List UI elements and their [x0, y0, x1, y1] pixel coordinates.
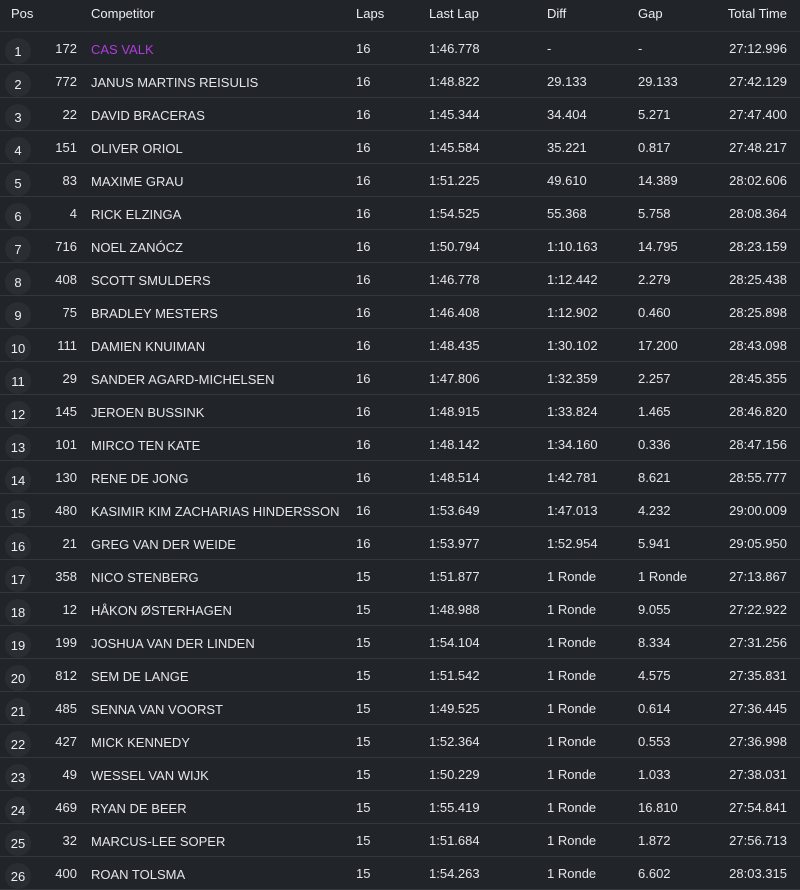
gap-value: 8.334 [638, 634, 671, 650]
total-time-value: 28:25.438 [729, 271, 787, 287]
start-number: 29 [62, 370, 77, 386]
last-lap-value: 1:51.877 [429, 568, 480, 584]
laps-value: 16 [356, 304, 371, 320]
gap-value: - [638, 40, 643, 56]
start-number: 400 [55, 865, 77, 881]
header-gap[interactable]: Gap [638, 6, 663, 21]
position-badge: 5 [5, 170, 31, 196]
diff-value: 1:34.160 [547, 436, 598, 452]
table-row[interactable] [0, 494, 800, 527]
gap-value: 16.810 [638, 799, 678, 815]
competitor-name: WESSEL VAN WIJK [91, 767, 209, 783]
competitor-name: RYAN DE BEER [91, 800, 187, 816]
gap-value: 0.817 [638, 139, 671, 155]
table-row[interactable] [0, 428, 800, 461]
start-number: 4 [69, 205, 77, 221]
position-badge: 21 [5, 698, 31, 724]
diff-value: 1:33.824 [547, 403, 598, 419]
table-row[interactable] [0, 32, 800, 65]
competitor-name: CAS VALK [91, 41, 154, 57]
total-time-value: 28:43.098 [729, 337, 787, 353]
gap-value: 5.271 [638, 106, 671, 122]
table-row[interactable] [0, 131, 800, 164]
table-row[interactable] [0, 527, 800, 560]
position-badge: 10 [5, 335, 31, 361]
laps-value: 16 [356, 370, 371, 386]
header-last-lap[interactable]: Last Lap [429, 6, 479, 21]
header-laps[interactable]: Laps [356, 6, 385, 21]
competitor-name: RICK ELZINGA [91, 206, 182, 222]
position-badge: 12 [5, 401, 31, 427]
position-badge: 2 [5, 71, 31, 97]
competitor-name: SCOTT SMULDERS [91, 272, 211, 288]
laps-value: 16 [356, 139, 371, 155]
position-badge: 19 [5, 632, 31, 658]
gap-value: 6.602 [638, 865, 671, 881]
header-pos[interactable]: Pos [11, 6, 34, 21]
diff-value: 1 Ronde [547, 832, 597, 848]
total-time-value: 28:23.159 [729, 238, 787, 254]
total-time-value: 27:13.867 [729, 568, 787, 584]
start-number: 22 [62, 106, 77, 122]
table-row[interactable] [0, 560, 800, 593]
gap-value: 5.758 [638, 205, 671, 221]
start-number: 480 [55, 502, 77, 518]
competitor-name: GREG VAN DER WEIDE [91, 536, 236, 552]
start-number: 83 [62, 172, 77, 188]
gap-value: 4.232 [638, 502, 671, 518]
start-number: 49 [62, 766, 77, 782]
diff-value: 1:10.163 [547, 238, 598, 254]
start-number: 12 [62, 601, 77, 617]
laps-value: 16 [356, 271, 371, 287]
competitor-name: JEROEN BUSSINK [91, 404, 205, 420]
start-number: 75 [62, 304, 77, 320]
competitor-name: KASIMIR KIM ZACHARIAS HINDERSSON [91, 503, 340, 519]
total-time-value: 28:55.777 [729, 469, 787, 485]
total-time-value: 28:08.364 [729, 205, 787, 221]
gap-value: 14.795 [638, 238, 678, 254]
last-lap-value: 1:48.915 [429, 403, 480, 419]
total-time-value: 27:56.713 [729, 832, 787, 848]
competitor-name: OLIVER ORIOL [91, 140, 183, 156]
laps-value: 15 [356, 700, 371, 716]
position-badge: 15 [5, 500, 31, 526]
competitor-name: JOSHUA VAN DER LINDEN [91, 635, 255, 651]
table-row[interactable] [0, 659, 800, 692]
gap-value: 2.279 [638, 271, 671, 287]
last-lap-value: 1:51.225 [429, 172, 480, 188]
position-badge: 25 [5, 830, 31, 856]
last-lap-value: 1:48.514 [429, 469, 480, 485]
position-badge: 24 [5, 797, 31, 823]
header-total-time[interactable]: Total Time [727, 6, 787, 21]
position-badge: 17 [5, 566, 31, 592]
diff-value: 1 Ronde [547, 865, 597, 881]
diff-value: 29.133 [547, 73, 587, 89]
gap-value: 1.872 [638, 832, 671, 848]
position-badge: 3 [5, 104, 31, 130]
diff-value: 1 Ronde [547, 799, 597, 815]
laps-value: 16 [356, 337, 371, 353]
last-lap-value: 1:46.778 [429, 271, 480, 287]
start-number: 716 [55, 238, 77, 254]
table-row[interactable] [0, 329, 800, 362]
table-row[interactable] [0, 593, 800, 626]
diff-value: 1 Ronde [547, 634, 597, 650]
position-badge: 7 [5, 236, 31, 262]
last-lap-value: 1:48.142 [429, 436, 480, 452]
competitor-name: JANUS MARTINS REISULIS [91, 74, 259, 90]
laps-value: 16 [356, 535, 371, 551]
last-lap-value: 1:50.229 [429, 766, 480, 782]
total-time-value: 27:47.400 [729, 106, 787, 122]
gap-value: 8.621 [638, 469, 671, 485]
start-number: 485 [55, 700, 77, 716]
position-badge: 1 [5, 38, 31, 64]
table-row[interactable] [0, 362, 800, 395]
table-row[interactable] [0, 725, 800, 758]
position-badge: 8 [5, 269, 31, 295]
laps-value: 15 [356, 799, 371, 815]
start-number: 101 [55, 436, 77, 452]
position-badge: 26 [5, 863, 31, 889]
last-lap-value: 1:47.806 [429, 370, 480, 386]
total-time-value: 27:35.831 [729, 667, 787, 683]
total-time-value: 28:47.156 [729, 436, 787, 452]
table-row[interactable] [0, 857, 800, 890]
laps-value: 15 [356, 832, 371, 848]
laps-value: 16 [356, 436, 371, 452]
gap-value: 0.336 [638, 436, 671, 452]
laps-value: 16 [356, 238, 371, 254]
gap-value: 2.257 [638, 370, 671, 386]
diff-value: 1:52.954 [547, 535, 598, 551]
total-time-value: 27:12.996 [729, 40, 787, 56]
gap-value: 0.614 [638, 700, 671, 716]
laps-value: 16 [356, 40, 371, 56]
diff-value: 1 Ronde [547, 667, 597, 683]
last-lap-value: 1:51.684 [429, 832, 480, 848]
table-row[interactable] [0, 758, 800, 791]
last-lap-value: 1:48.822 [429, 73, 480, 89]
laps-value: 15 [356, 766, 371, 782]
diff-value: 1:12.442 [547, 271, 598, 287]
total-time-value: 28:45.355 [729, 370, 787, 386]
start-number: 172 [55, 40, 77, 56]
position-badge: 13 [5, 434, 31, 460]
table-row[interactable] [0, 296, 800, 329]
total-time-value: 27:48.217 [729, 139, 787, 155]
start-number: 358 [55, 568, 77, 584]
start-number: 408 [55, 271, 77, 287]
start-number: 469 [55, 799, 77, 815]
competitor-name: HÅKON ØSTERHAGEN [91, 602, 232, 618]
diff-value: 49.610 [547, 172, 587, 188]
laps-value: 16 [356, 106, 371, 122]
laps-value: 15 [356, 634, 371, 650]
table-row[interactable] [0, 692, 800, 725]
laps-value: 16 [356, 403, 371, 419]
table-header [0, 0, 800, 32]
diff-value: 1 Ronde [547, 733, 597, 749]
diff-value: 1:32.359 [547, 370, 598, 386]
competitor-name: MARCUS-LEE SOPER [91, 833, 226, 849]
last-lap-value: 1:48.988 [429, 601, 480, 617]
laps-value: 16 [356, 172, 371, 188]
competitor-name: DAMIEN KNUIMAN [91, 338, 206, 354]
last-lap-value: 1:48.435 [429, 337, 480, 353]
start-number: 199 [55, 634, 77, 650]
start-number: 32 [62, 832, 77, 848]
diff-value: 55.368 [547, 205, 587, 221]
total-time-value: 27:36.998 [729, 733, 787, 749]
diff-value: 1:12.902 [547, 304, 598, 320]
gap-value: 29.133 [638, 73, 678, 89]
start-number: 427 [55, 733, 77, 749]
table-row[interactable] [0, 791, 800, 824]
table-row[interactable] [0, 461, 800, 494]
gap-value: 0.460 [638, 304, 671, 320]
diff-value: 1 Ronde [547, 601, 597, 617]
last-lap-value: 1:53.977 [429, 535, 480, 551]
gap-value: 1 Ronde [638, 568, 688, 584]
competitor-name: SEM DE LANGE [91, 668, 189, 684]
position-badge: 22 [5, 731, 31, 757]
total-time-value: 28:03.315 [729, 865, 787, 881]
total-time-value: 27:31.256 [729, 634, 787, 650]
diff-value: 1 Ronde [547, 568, 597, 584]
total-time-value: 29:00.009 [729, 502, 787, 518]
position-badge: 14 [5, 467, 31, 493]
diff-value: - [547, 40, 552, 56]
competitor-name: NOEL ZANÓCZ [91, 239, 183, 255]
laps-value: 15 [356, 667, 371, 683]
last-lap-value: 1:45.344 [429, 106, 480, 122]
competitor-name: BRADLEY MESTERS [91, 305, 218, 321]
laps-value: 15 [356, 733, 371, 749]
gap-value: 14.389 [638, 172, 678, 188]
gap-value: 4.575 [638, 667, 671, 683]
total-time-value: 27:22.922 [729, 601, 787, 617]
start-number: 145 [55, 403, 77, 419]
competitor-name: MAXIME GRAU [91, 173, 184, 189]
table-row[interactable] [0, 98, 800, 131]
table-row[interactable] [0, 626, 800, 659]
diff-value: 1 Ronde [547, 766, 597, 782]
gap-value: 1.465 [638, 403, 671, 419]
position-badge: 20 [5, 665, 31, 691]
table-body [0, 32, 800, 890]
gap-value: 1.033 [638, 766, 671, 782]
start-number: 130 [55, 469, 77, 485]
diff-value: 1:47.013 [547, 502, 598, 518]
start-number: 111 [57, 337, 77, 353]
table-row[interactable] [0, 824, 800, 857]
total-time-value: 28:25.898 [729, 304, 787, 320]
last-lap-value: 1:46.408 [429, 304, 480, 320]
total-time-value: 27:42.129 [729, 73, 787, 89]
position-badge: 6 [5, 203, 31, 229]
position-badge: 4 [5, 137, 31, 163]
gap-value: 0.553 [638, 733, 671, 749]
start-number: 812 [55, 667, 77, 683]
last-lap-value: 1:54.263 [429, 865, 480, 881]
competitor-name: SANDER AGARD-MICHELSEN [91, 371, 275, 387]
total-time-value: 28:46.820 [729, 403, 787, 419]
laps-value: 15 [356, 865, 371, 881]
start-number: 21 [62, 535, 77, 551]
total-time-value: 27:54.841 [729, 799, 787, 815]
competitor-name: MICK KENNEDY [91, 734, 190, 750]
competitor-name: NICO STENBERG [91, 569, 199, 585]
table-row[interactable] [0, 395, 800, 428]
last-lap-value: 1:54.525 [429, 205, 480, 221]
last-lap-value: 1:45.584 [429, 139, 480, 155]
table-row[interactable] [0, 230, 800, 263]
laps-value: 16 [356, 469, 371, 485]
competitor-name: RENE DE JONG [91, 470, 189, 486]
competitor-name: MIRCO TEN KATE [91, 437, 201, 453]
position-badge: 9 [5, 302, 31, 328]
laps-value: 16 [356, 502, 371, 518]
position-badge: 11 [5, 368, 31, 394]
last-lap-value: 1:54.104 [429, 634, 480, 650]
last-lap-value: 1:53.649 [429, 502, 480, 518]
table-row[interactable] [0, 65, 800, 98]
total-time-value: 29:05.950 [729, 535, 787, 551]
start-number: 151 [55, 139, 77, 155]
total-time-value: 27:36.445 [729, 700, 787, 716]
table-row[interactable] [0, 263, 800, 296]
gap-value: 17.200 [638, 337, 678, 353]
competitor-name: DAVID BRACERAS [91, 107, 205, 123]
header-diff[interactable]: Diff [547, 6, 567, 21]
diff-value: 34.404 [547, 106, 587, 122]
last-lap-value: 1:52.364 [429, 733, 480, 749]
table-row[interactable] [0, 197, 800, 230]
last-lap-value: 1:55.419 [429, 799, 480, 815]
laps-value: 16 [356, 73, 371, 89]
competitor-name: ROAN TOLSMA [91, 866, 186, 882]
last-lap-value: 1:51.542 [429, 667, 480, 683]
diff-value: 1:42.781 [547, 469, 598, 485]
laps-value: 15 [356, 568, 371, 584]
diff-value: 1:30.102 [547, 337, 598, 353]
total-time-value: 28:02.606 [729, 172, 787, 188]
laps-value: 16 [356, 205, 371, 221]
position-badge: 18 [5, 599, 31, 625]
position-badge: 16 [5, 533, 31, 559]
position-badge: 23 [5, 764, 31, 790]
gap-value: 9.055 [638, 601, 671, 617]
laps-value: 15 [356, 601, 371, 617]
competitor-name: SENNA VAN VOORST [91, 701, 223, 717]
header-competitor[interactable]: Competitor [91, 6, 155, 21]
table-row[interactable] [0, 164, 800, 197]
start-number: 772 [55, 73, 77, 89]
last-lap-value: 1:49.525 [429, 700, 480, 716]
last-lap-value: 1:46.778 [429, 40, 480, 56]
diff-value: 1 Ronde [547, 700, 597, 716]
last-lap-value: 1:50.794 [429, 238, 480, 254]
gap-value: 5.941 [638, 535, 671, 551]
total-time-value: 27:38.031 [729, 766, 787, 782]
diff-value: 35.221 [547, 139, 587, 155]
